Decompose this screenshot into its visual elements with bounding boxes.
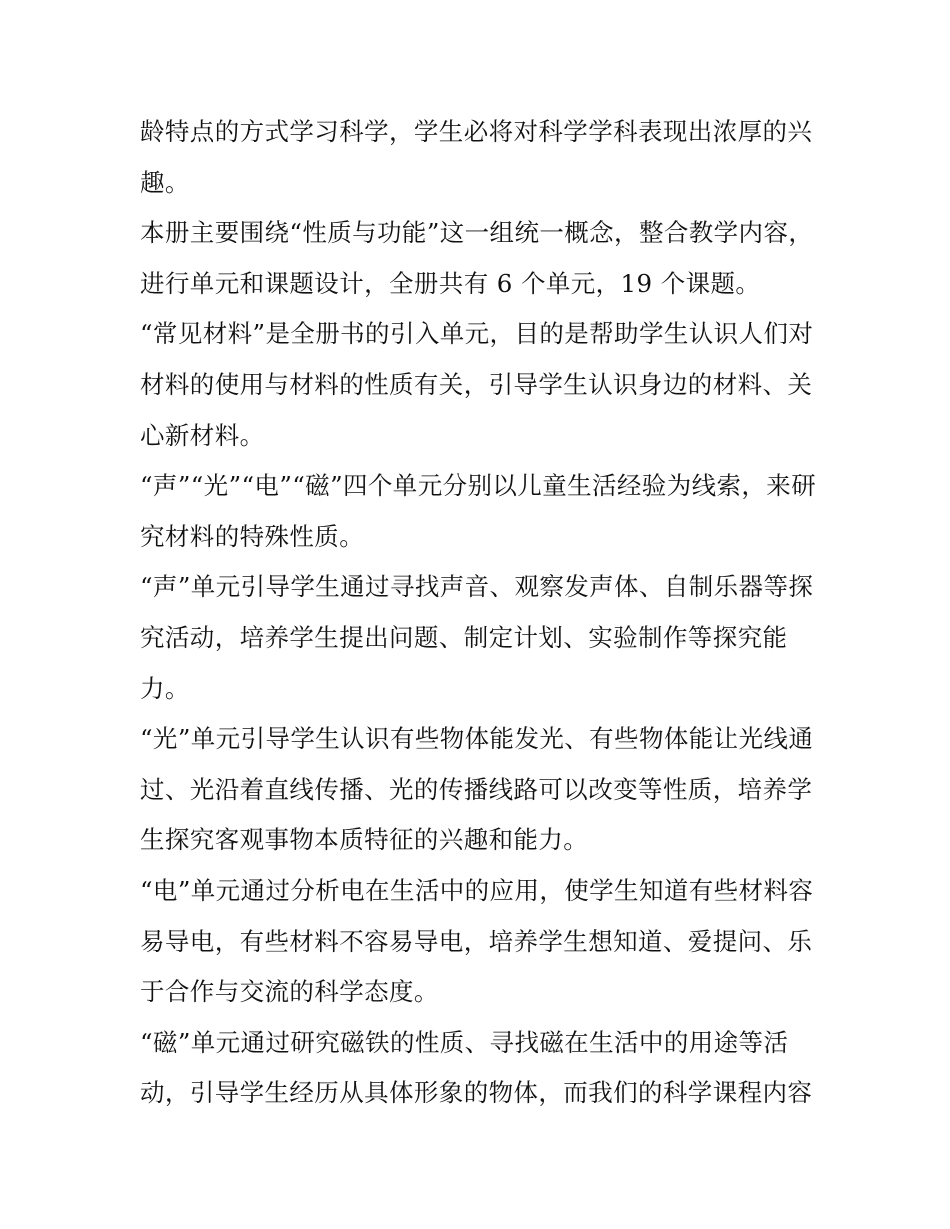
document-body	[140, 113, 820, 1125]
text-line: 进行单元和课题设计，全册共有 6 个单元，19 个课题。	[140, 268, 761, 298]
text-line: 究活动，培养学生提出问题、制定计划、实验制作等探究能	[140, 622, 788, 652]
text-line: 趣。	[140, 167, 190, 197]
text-line: “电”单元通过分析电在生活中的应用，使学生知道有些材料容	[140, 875, 814, 905]
text-line: 动，引导学生经历从具体形象的物体，而我们的科学课程内容	[140, 1078, 813, 1108]
text-line: 过、光沿着直线传播、光的传播线路可以改变等性质，培养学	[140, 774, 813, 804]
text-line: 究材料的特殊性质。	[140, 521, 365, 551]
text-line: 龄特点的方式学习科学，学生必将对科学学科表现出浓厚的兴	[140, 117, 813, 146]
text-line: 易导电，有些材料不容易导电，培养学生想知道、爱提问、乐	[140, 926, 813, 956]
text-line: 于合作与交流的科学态度。	[140, 977, 439, 1007]
text-line: 本册主要围绕“性质与功能”这一组统一概念，整合教学内容，	[140, 218, 814, 248]
text-line: 材料的使用与材料的性质有关，引导学生认识身边的材料、关	[140, 369, 813, 399]
text-line: 生探究客观事物本质特征的兴趣和能力。	[140, 825, 589, 855]
text-line: “磁”单元通过研究磁铁的性质、寻找磁在生活中的用途等活	[140, 1027, 789, 1057]
text-line: 心新材料。	[140, 420, 265, 450]
text-line: “声”“光”“电”“磁”四个单元分别以儿童生活经验为线索，来研	[140, 471, 817, 501]
text-line: “常见材料”是全册书的引入单元，目的是帮助学生认识人们对	[140, 319, 814, 349]
text-line: “声”单元引导学生通过寻找声音、观察发声体、自制乐器等探	[140, 572, 814, 602]
text-line: 力。	[140, 673, 190, 703]
text-line: “光”单元引导学生认识有些物体能发光、有些物体能让光线通	[140, 724, 814, 754]
